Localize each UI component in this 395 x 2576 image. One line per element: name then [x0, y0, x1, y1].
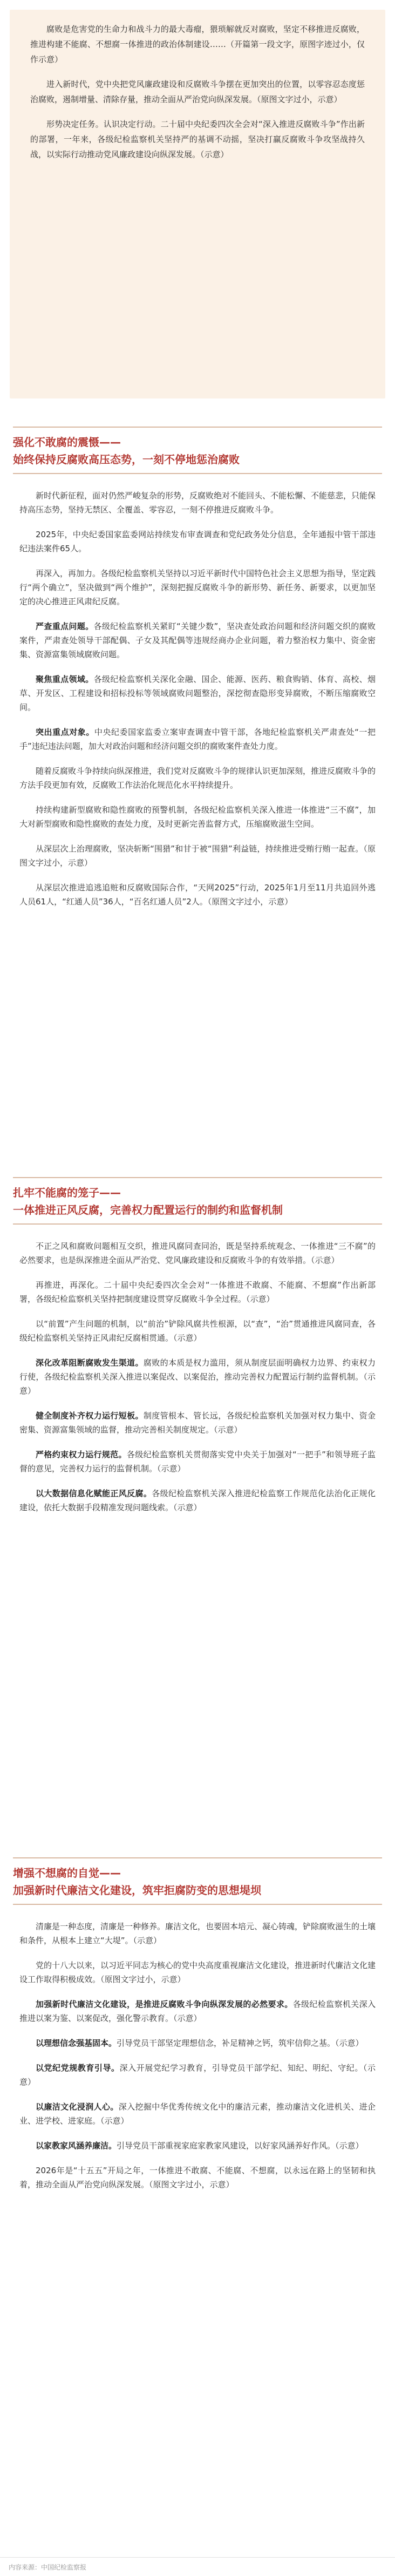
- section-1-top-rule: [13, 427, 382, 428]
- sec3-paragraph-lead: 以廉洁文化浸润人心。: [36, 2102, 119, 2112]
- sec1-paragraph: [19, 672, 376, 714]
- sec3-paragraph-text: 2026年是“十五五”开局之年，一体推进不敢腐、不能腐、不想腐，以永远在路上的坚韧和执着，推动全面从严治党向纵深发展。（原图文字过小，示意）: [19, 2166, 376, 2189]
- section-2-title: 扎牢不能腐的笼子——: [13, 1186, 121, 1199]
- sec1-paragraph-text: 从深层次上治理腐败，坚决斩断“围猎”和甘于被“围猎”利益链，持续推进受贿行贿一起查。（原图文字过小，示意）: [19, 844, 376, 868]
- sec1-paragraph-text: 持续构建新型腐败和隐性腐败的预警机制，各级纪检监察机关深入推进一体推进“三不腐”，加大对新型腐败和隐性腐败的查处力度，及时更新完善监督方式，压缩腐败滋生空间。: [19, 805, 376, 829]
- sec2-paragraph: [19, 1317, 376, 1345]
- sec3-paragraph: [19, 2139, 376, 2153]
- sec1-paragraph: [19, 764, 376, 792]
- sec1-paragraph: [19, 881, 376, 909]
- section-2-heading: [13, 1177, 382, 1225]
- sec2-paragraph-lead: 健全制度补齐权力运行短板。: [36, 1411, 144, 1421]
- intro-paragraph-2: 进入新时代，党中央把党风廉政建设和反腐败斗争摆在更加突出的位置，以零容忍态度惩治腐败，遏制增量、清除存量，推动全面从严治党向纵深发展。（原图文字过小，示意）: [30, 79, 365, 104]
- section-3-heading: [13, 1857, 382, 1905]
- sec1-paragraph-text: 随着反腐败斗争持续向纵深推进，我们党对反腐败斗争的规律认识更加深刻，推进反腐败斗争的方法手段更加有效，反腐败工作法治化规范化水平持续提升。: [19, 766, 376, 790]
- sec1-paragraph-lead: 聚焦重点领域。: [36, 674, 94, 684]
- sec1-paragraph-text: 新时代新征程，面对仍然严峻复杂的形势，反腐败绝对不能回头、不能松懈、不能慈悲，只能保持高压态势，坚持无禁区、全覆盖、零容忍，一刻不停推进反腐败斗争。: [19, 491, 376, 515]
- section-3-bottom-rule: [13, 1904, 382, 1905]
- sec2-paragraph-text: 各级纪检监察机关深入推进纪检监察工作规范化法治化正规化建设，依托大数据手段精准发现问题线索。（示意）: [19, 1489, 376, 1512]
- sec2-paragraph-text: 制度管根本、管长远，各级纪检监察机关加强对权力集中、资金密集、资源富集领域的监督，推动完善相关制度规定。（示意）: [19, 1411, 376, 1435]
- sec1-paragraph-lead: 严查重点问题。: [36, 621, 94, 631]
- sec2-paragraph: [19, 1356, 376, 1398]
- sec2-paragraph-lead: 严格约束权力运行规范。: [36, 1450, 127, 1459]
- intro-paragraph-3: 形势决定任务。认识决定行动。二十届中央纪委四次全会对“深入推进反腐败斗争”作出新的部署，一年来，各级纪检监察机关坚持严的基调不动摇，坚决打赢反腐败斗争攻坚战持久战，以实际行动推动党风廉政建设向纵深发展。（示意）: [30, 119, 365, 159]
- sec3-paragraph-text: 深入挖掘中华优秀传统文化中的廉洁元素，推动廉洁文化进机关、进企业、进学校、进家庭。（示意）: [19, 2102, 376, 2126]
- sec2-paragraph-lead: 以大数据信息化赋能正风反腐。: [36, 1489, 152, 1498]
- sec3-paragraph-text: 引导党员干部重视家庭家教家风建设，以好家风涵养好作风。（示意）: [117, 2141, 364, 2151]
- sec3-paragraph-lead: 以家教家风涵养廉洁。: [36, 2141, 117, 2151]
- section-2-body: [19, 1239, 376, 1525]
- section-1-body: [19, 489, 376, 919]
- sec3-paragraph-text: 党的十八大以来，以习近平同志为核心的党中央高度重视廉洁文化建设，推进新时代廉洁文化建设工作取得积极成效。（原图文字过小，示意）: [19, 1960, 376, 1984]
- section-2-subtitle: 一体推进正风反腐，完善权力配置运行的制约和监督机制: [13, 1204, 283, 1216]
- sec2-paragraph: [19, 1448, 376, 1476]
- sec3-paragraph-text: 引导党员干部坚定理想信念，补足精神之钙，筑牢信仰之基。（示意）: [117, 2038, 364, 2048]
- sec2-paragraph-text: 以“前置”产生问题的机制，以“前治”铲除风腐共性根源，以“查”，“治”贯通推进风腐同查，各级纪检监察机关坚持正风肃纪反腐相贯通。（示意）: [19, 1319, 376, 1343]
- section-3-subtitle: 加强新时代廉洁文化建设，筑牢拒腐防变的思想堤坝: [13, 1884, 261, 1897]
- sec1-paragraph-text: 中央纪委国家监委立案审查调查中管干部，各地纪检监察机关严肃查处“一把手”违纪违法问题，加大对政治问题和经济问题交织的腐败案件查处力度。: [19, 727, 376, 751]
- sec3-paragraph: [19, 1958, 376, 1986]
- sec3-paragraph: [19, 1997, 376, 2025]
- sec1-paragraph-text: 各级纪检监察机关紧盯“关键少数”，坚决查处政治问题和经济问题交织的腐败案件，严肃查处领导干部配偶、子女及其配偶等违规经商办企业问题，着力整治权力集中、资金密集、资源富集领域腐败问题。: [19, 621, 376, 659]
- sec1-paragraph-text: 从深层次推进追逃追赃和反腐败国际合作，“天网2025”行动，2025年1月至11月共追回外逃人员61人，“红通人员”36人，“百名红通人员”2人。（原图文字过小，示意）: [19, 883, 376, 907]
- sec1-paragraph: [19, 803, 376, 831]
- sec3-paragraph-text: 各级纪检监察机关深入推进以案为鉴、以案促改，强化警示教育。（示意）: [19, 1999, 376, 2023]
- sec2-paragraph: [19, 1278, 376, 1306]
- section-1-heading: [13, 427, 382, 474]
- intro-paragraph-1: 腐败是危害党的生命力和战斗力的最大毒瘤，猥琐解就反对腐败，坚定不移推进反腐败，推进构建不能腐、不想腐一体推进的政治体制建设……（开篇第一段文字，原图字迹过小，仅作示意）: [30, 24, 365, 64]
- sec2-paragraph: [19, 1409, 376, 1437]
- sec3-paragraph: [19, 2163, 376, 2192]
- sec1-paragraph-lead: 突出重点对象。: [36, 727, 94, 737]
- sec3-paragraph: [19, 2061, 376, 2089]
- sec1-paragraph: [19, 725, 376, 753]
- page-footer: [0, 2557, 395, 2576]
- section-1-title: 强化不敢腐的震慑——: [13, 436, 121, 449]
- sec3-paragraph-lead: 以理想信念强基固本。: [36, 2038, 117, 2048]
- sec2-paragraph-text: 再推进，再深化。二十届中央纪委四次全会对“一体推进不敢腐、不能腐、不想腐”作出新部署，各级纪检监察机关坚持把制度建设贯穿反腐败斗争全过程。（示意）: [19, 1280, 376, 1304]
- sec3-paragraph: [19, 2036, 376, 2050]
- sec2-paragraph-lead: 深化改革阻断腐败发生渠道。: [36, 1358, 144, 1368]
- sec3-paragraph: [19, 2100, 376, 2128]
- section-2-bottom-rule: [13, 1223, 382, 1225]
- sec3-paragraph-lead: 以党纪党规教育引导。: [36, 2063, 120, 2073]
- section-3-title: 增强不想腐的自觉——: [13, 1867, 121, 1879]
- section-3-top-rule: [13, 1857, 382, 1858]
- sec3-paragraph: [19, 1919, 376, 1948]
- sec2-paragraph-text: 各级纪检监察机关贯彻落实党中央关于加强对“一把手”和领导班子监督的意见，完善权力运行的监督机制。（示意）: [19, 1450, 376, 1473]
- sec2-paragraph: [19, 1486, 376, 1515]
- sec1-paragraph: [19, 619, 376, 661]
- sec2-paragraph: [19, 1239, 376, 1267]
- sec1-paragraph: [19, 566, 376, 608]
- footer-source: 内容来源：中国纪检监察报: [9, 2564, 87, 2571]
- sec3-paragraph-text: 清廉是一种态度，清廉是一种修养。廉洁文化，也要固本培元、凝心铸魂，铲除腐败滋生的土壤和条件，从根本上建立“大堤”。（示意）: [19, 1922, 376, 1945]
- sec1-paragraph: [19, 842, 376, 870]
- intro-box: [10, 10, 385, 398]
- section-2-top-rule: [13, 1177, 382, 1178]
- sec3-paragraph-lead: 加强新时代廉洁文化建设，是推进反腐败斗争向纵深发展的必然要求。: [36, 1999, 293, 2009]
- sec2-paragraph-text: 不正之风和腐败问题相互交织，推进风腐同查同治，既是坚持系统观念、一体推进“三不腐”的必然要求，也是纵深推进全面从严治党、党风廉政建设和反腐败斗争的有效举措。（示意）: [19, 1241, 376, 1265]
- sec1-paragraph-text: 2025年，中央纪委国家监委网站持续发布审查调查和党纪政务处分信息，全年通报中管干部违纪违法案件65人。: [19, 530, 376, 553]
- sec1-paragraph: [19, 489, 376, 517]
- section-1-bottom-rule: [13, 473, 382, 474]
- section-3-body: [19, 1919, 376, 2202]
- sec2-paragraph-text: 腐败的本质是权力滥用，须从制度层面明确权力边界、约束权力行使，各级纪检监察机关深入推进以案促改、以案促治，推动完善权力配置运行制约监督机制。（示意）: [19, 1358, 376, 1396]
- sec1-paragraph-text: 再深入，再加力。各级纪检监察机关坚持以习近平新时代中国特色社会主义思想为指导，坚定践行“两个确立”，坚决做到“两个维护”，深刻把握反腐败斗争的新形势、新任务、新要求，以更加坚定的决心推进正风肃纪反腐。: [19, 569, 376, 606]
- sec1-paragraph-text: 各级纪检监察机关深化金融、国企、能源、医药、粮食购销、体育、高校、烟草、开发区、工程建设和招标投标等领域腐败问题整治，深挖彻查隐形变异腐败，不断压缩腐败空间。: [19, 674, 376, 712]
- sec1-paragraph: [19, 528, 376, 556]
- section-1-subtitle: 始终保持反腐败高压态势，一刻不停地惩治腐败: [13, 453, 240, 466]
- sec3-paragraph-text: 深入开展党纪学习教育，引导党员干部学纪、知纪、明纪、守纪。（示意）: [19, 2063, 376, 2087]
